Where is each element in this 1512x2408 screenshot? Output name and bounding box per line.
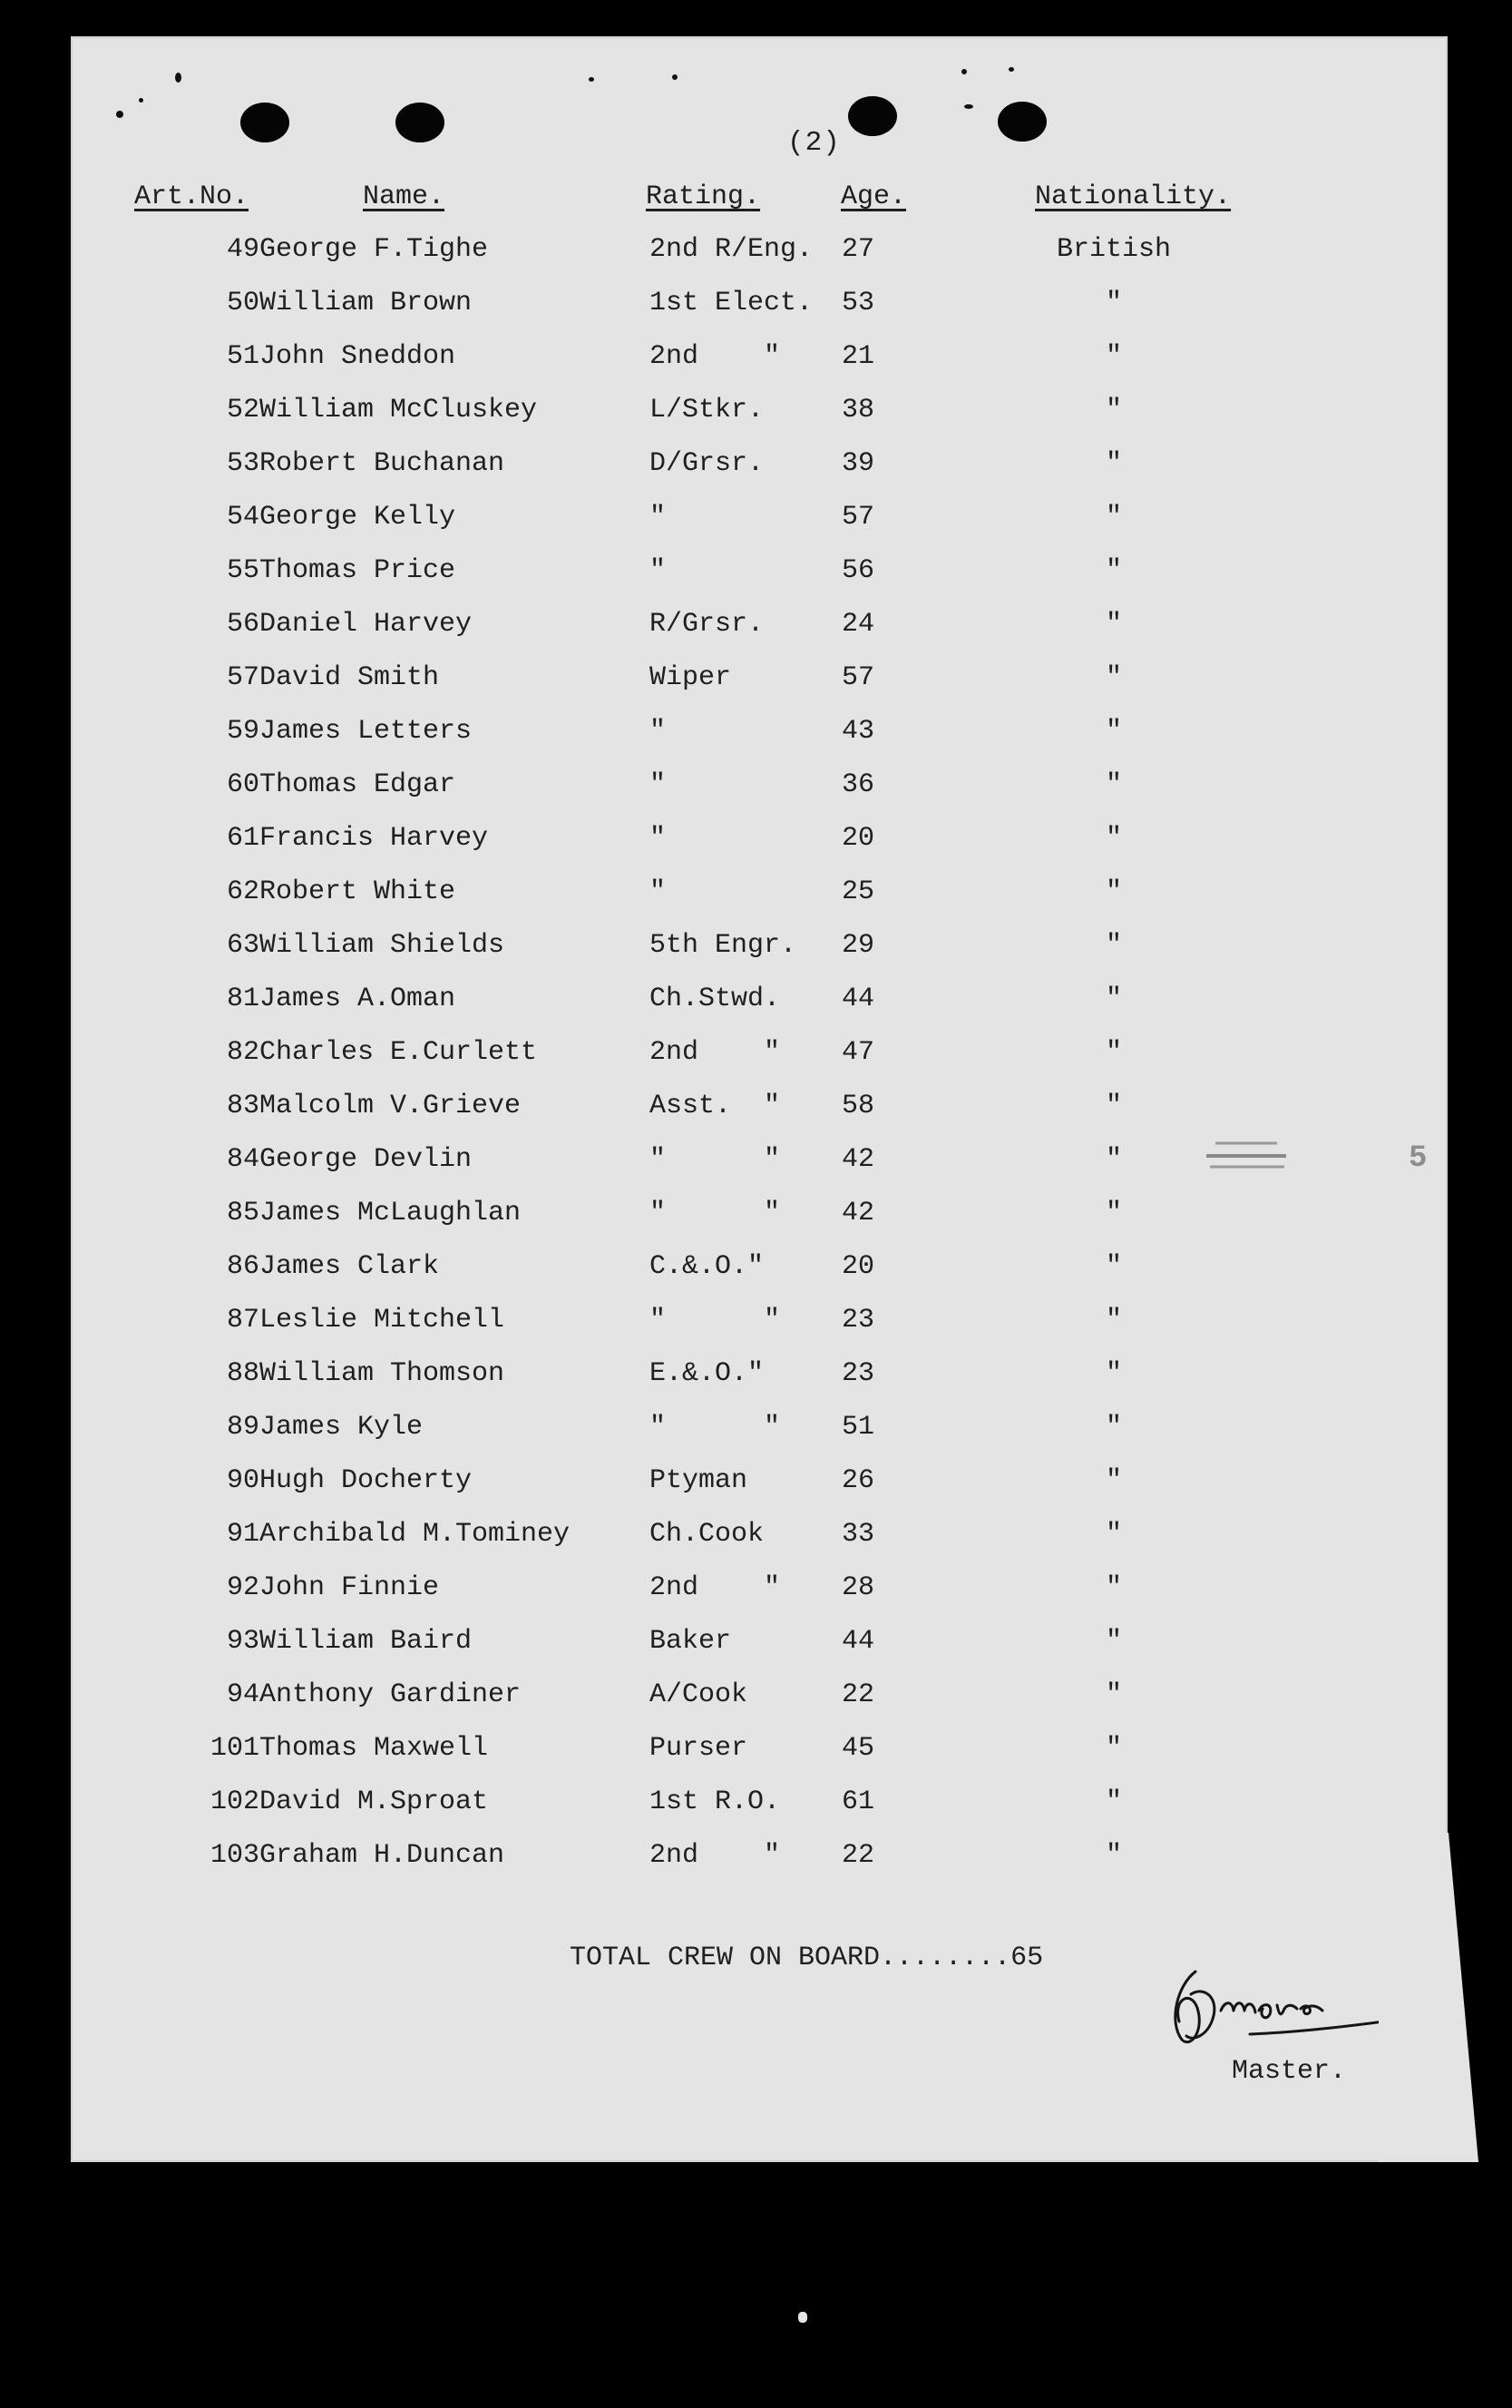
- art-number: 54: [226, 502, 259, 533]
- art-number: 89: [226, 1412, 259, 1443]
- crew-nationality: ": [1105, 448, 1122, 479]
- art-number: 60: [226, 769, 259, 800]
- crew-rating: A/Cook: [649, 1679, 748, 1710]
- crew-nationality: ": [1105, 716, 1122, 747]
- crew-age: 42: [842, 1144, 875, 1175]
- art-number: 56: [226, 609, 259, 640]
- crew-rating: " ": [649, 1412, 781, 1443]
- crew-nationality: ": [1105, 609, 1122, 640]
- art-number: 88: [226, 1358, 259, 1389]
- crew-age: 33: [842, 1519, 875, 1550]
- crew-age: 23: [842, 1305, 875, 1336]
- table-row: [71, 1622, 1448, 1676]
- table-row: [71, 980, 1448, 1033]
- crew-age: 28: [842, 1572, 875, 1603]
- crew-age: 21: [842, 341, 875, 372]
- crew-name: James Clark: [259, 1251, 440, 1282]
- crew-age: 36: [842, 769, 875, 800]
- crew-nationality: ": [1105, 1679, 1122, 1710]
- crew-nationality: ": [1105, 1786, 1122, 1817]
- table-row: [71, 659, 1448, 712]
- crew-rating: Ch.Cook: [649, 1519, 765, 1550]
- table-row: [71, 1676, 1448, 1729]
- crew-rating: " ": [649, 1198, 781, 1228]
- crew-name: Thomas Price: [259, 555, 456, 586]
- crew-age: 23: [842, 1358, 875, 1389]
- crew-age: 20: [842, 823, 875, 854]
- table-row: [71, 1462, 1448, 1515]
- art-number: 61: [226, 823, 259, 854]
- crew-age: 26: [842, 1465, 875, 1496]
- master-label: Master.: [1232, 2056, 1347, 2087]
- ink-speck: [116, 111, 123, 118]
- crew-name: John Sneddon: [259, 341, 456, 372]
- ink-speck: [964, 104, 973, 109]
- crew-nationality: ": [1105, 876, 1122, 907]
- crew-rating: ": [649, 769, 667, 800]
- crew-age: 57: [842, 662, 875, 693]
- art-number: 53: [226, 448, 259, 479]
- crew-age: 47: [842, 1037, 875, 1068]
- art-number: 91: [226, 1519, 259, 1550]
- crew-nationality: ": [1105, 1091, 1122, 1121]
- crew-age: 51: [842, 1412, 875, 1443]
- art-number: 82: [226, 1037, 259, 1068]
- crew-name: John Finnie: [259, 1572, 440, 1603]
- art-number: 83: [226, 1091, 259, 1121]
- table-row: [71, 1194, 1448, 1248]
- header-art-no: Art.No.: [134, 181, 249, 212]
- crew-rating: 2nd ": [649, 341, 781, 372]
- table-row: [71, 1301, 1448, 1355]
- ink-speck: [1009, 67, 1014, 72]
- header-rating: Rating.: [646, 181, 761, 212]
- crew-nationality: ": [1105, 1840, 1122, 1871]
- crew-name: Thomas Edgar: [259, 769, 456, 800]
- crew-age: 24: [842, 609, 875, 640]
- crew-name: Robert Buchanan: [259, 448, 505, 479]
- crew-name: David M.Sproat: [259, 1786, 489, 1817]
- crew-name: Charles E.Curlett: [259, 1037, 538, 1068]
- crew-nationality: ": [1105, 502, 1122, 533]
- crew-rating: Asst. ": [649, 1091, 781, 1121]
- total-crew-line: TOTAL CREW ON BOARD........65: [570, 1943, 1044, 1973]
- crew-rating: L/Stkr.: [649, 395, 765, 426]
- crew-name: William Baird: [259, 1626, 473, 1657]
- document-page: [71, 36, 1448, 2162]
- art-number: 52: [226, 395, 259, 426]
- punch-hole: [395, 103, 444, 142]
- crew-rating: Wiper: [649, 662, 732, 693]
- header-name: Name.: [363, 181, 445, 212]
- crew-name: James McLaughlan: [259, 1198, 522, 1228]
- art-number: 50: [226, 288, 259, 318]
- art-number: 90: [226, 1465, 259, 1496]
- crew-rating: ": [649, 876, 667, 907]
- art-number: 92: [226, 1572, 259, 1603]
- crew-rating: Purser: [649, 1733, 748, 1764]
- crew-age: 22: [842, 1679, 875, 1710]
- crew-nationality: ": [1105, 823, 1122, 854]
- art-number: 103: [210, 1840, 259, 1871]
- punch-hole: [240, 103, 289, 142]
- crew-name: Anthony Gardiner: [259, 1679, 522, 1710]
- crew-nationality: ": [1105, 930, 1122, 961]
- crew-nationality: British: [1056, 234, 1172, 265]
- crew-age: 44: [842, 984, 875, 1014]
- crew-nationality: ": [1105, 1305, 1122, 1336]
- crew-nationality: ": [1105, 1412, 1122, 1443]
- crew-nationality: ": [1105, 1037, 1122, 1068]
- crew-nationality: ": [1105, 984, 1122, 1014]
- crew-name: Daniel Harvey: [259, 609, 473, 640]
- crew-rating: ": [649, 823, 667, 854]
- crew-name: William Thomson: [259, 1358, 505, 1389]
- crew-age: 58: [842, 1091, 875, 1121]
- table-row: [71, 1355, 1448, 1408]
- table-row: [71, 605, 1448, 659]
- table-row: [71, 1729, 1448, 1783]
- crew-rating: " ": [649, 1144, 781, 1175]
- crew-name: David Smith: [259, 662, 440, 693]
- crew-nationality: ": [1105, 1626, 1122, 1657]
- crew-name: Francis Harvey: [259, 823, 489, 854]
- ink-speck: [589, 77, 594, 82]
- crew-list: [71, 230, 1448, 1890]
- crew-rating: R/Grsr.: [649, 609, 765, 640]
- crew-rating: Baker: [649, 1626, 732, 1657]
- crew-nationality: ": [1105, 1733, 1122, 1764]
- crew-age: 43: [842, 716, 875, 747]
- crew-age: 29: [842, 930, 875, 961]
- crew-age: 44: [842, 1626, 875, 1657]
- crew-nationality: ": [1105, 662, 1122, 693]
- table-row: [71, 1783, 1448, 1836]
- crew-nationality: ": [1105, 341, 1122, 372]
- crew-rating: ": [649, 716, 667, 747]
- crew-age: 39: [842, 448, 875, 479]
- crew-name: James A.Oman: [259, 984, 456, 1014]
- crew-name: George Kelly: [259, 502, 456, 533]
- punch-hole: [998, 102, 1047, 142]
- table-row: [71, 873, 1448, 926]
- crew-rating: Ptyman: [649, 1465, 748, 1496]
- table-row: [71, 1248, 1448, 1301]
- table-row: [71, 819, 1448, 873]
- art-number: 59: [226, 716, 259, 747]
- table-row: [71, 552, 1448, 605]
- ink-speck: [672, 74, 678, 80]
- crew-name: Robert White: [259, 876, 456, 907]
- table-row: [71, 1836, 1448, 1890]
- crew-age: 42: [842, 1198, 875, 1228]
- table-row: [71, 1408, 1448, 1462]
- crew-age: 20: [842, 1251, 875, 1282]
- crew-rating: E.&.O.": [649, 1358, 765, 1389]
- ink-speck: [139, 98, 143, 103]
- crew-name: Hugh Docherty: [259, 1465, 473, 1496]
- art-number: 62: [226, 876, 259, 907]
- table-row: [71, 1569, 1448, 1622]
- crew-rating: 2nd R/Eng.: [649, 234, 814, 265]
- punch-hole: [848, 96, 897, 136]
- table-header: [71, 181, 1448, 225]
- scan-speck: [798, 2312, 807, 2323]
- art-number: 86: [226, 1251, 259, 1282]
- crew-rating: ": [649, 502, 667, 533]
- crew-rating: " ": [649, 1305, 781, 1336]
- crew-age: 61: [842, 1786, 875, 1817]
- crew-nationality: ": [1105, 555, 1122, 586]
- crew-name: Leslie Mitchell: [259, 1305, 505, 1336]
- art-number: 93: [226, 1626, 259, 1657]
- table-row: [71, 926, 1448, 980]
- art-number: 84: [226, 1144, 259, 1175]
- crew-rating: 2nd ": [649, 1037, 781, 1068]
- table-row: [71, 230, 1448, 284]
- crew-name: James Kyle: [259, 1412, 424, 1443]
- crew-nationality: ": [1105, 1251, 1122, 1282]
- table-row: [71, 712, 1448, 766]
- crew-nationality: ": [1105, 1519, 1122, 1550]
- art-number: 102: [210, 1786, 259, 1817]
- crew-rating: 1st Elect.: [649, 288, 814, 318]
- table-row: [71, 391, 1448, 445]
- crew-rating: 5th Engr.: [649, 930, 797, 961]
- crew-rating: 2nd ": [649, 1840, 781, 1871]
- table-row: [71, 284, 1448, 338]
- crew-rating: Ch.Stwd.: [649, 984, 781, 1014]
- art-number: 94: [226, 1679, 259, 1710]
- crew-age: 27: [842, 234, 875, 265]
- art-number: 85: [226, 1198, 259, 1228]
- crew-nationality: ": [1105, 1465, 1122, 1496]
- art-number: 101: [210, 1733, 259, 1764]
- crew-nationality: ": [1105, 288, 1122, 318]
- margin-mark: 5: [1409, 1141, 1428, 1176]
- crew-name: William Shields: [259, 930, 505, 961]
- table-row: [71, 338, 1448, 391]
- crew-age: 53: [842, 288, 875, 318]
- crew-name: William Brown: [259, 288, 473, 318]
- crew-rating: C.&.O.": [649, 1251, 765, 1282]
- crew-rating: D/Grsr.: [649, 448, 765, 479]
- crew-nationality: ": [1105, 1198, 1122, 1228]
- table-row: [71, 445, 1448, 498]
- crew-name: Malcolm V.Grieve: [259, 1091, 522, 1121]
- page-corner: [1379, 1833, 1478, 2162]
- crew-nationality: ": [1105, 1572, 1122, 1603]
- art-number: 49: [226, 234, 259, 265]
- table-row: [71, 1515, 1448, 1569]
- crew-age: 57: [842, 502, 875, 533]
- table-row: [71, 766, 1448, 819]
- crew-rating: ": [649, 555, 667, 586]
- crew-age: 45: [842, 1733, 875, 1764]
- page-number: (2): [787, 127, 841, 159]
- table-row: [71, 498, 1448, 552]
- crew-name: Thomas Maxwell: [259, 1733, 489, 1764]
- art-number: 87: [226, 1305, 259, 1336]
- crew-name: Graham H.Duncan: [259, 1840, 505, 1871]
- crew-age: 38: [842, 395, 875, 426]
- crew-nationality: ": [1105, 1144, 1122, 1175]
- crew-rating: 1st R.O.: [649, 1786, 781, 1817]
- crew-name: George Devlin: [259, 1144, 473, 1175]
- header-age: Age.: [841, 181, 907, 212]
- margin-scribble: [1205, 1136, 1322, 1172]
- header-nationality: Nationality.: [1035, 181, 1232, 212]
- crew-name: William McCluskey: [259, 395, 538, 426]
- art-number: 57: [226, 662, 259, 693]
- crew-name: George F.Tighe: [259, 234, 489, 265]
- crew-age: 22: [842, 1840, 875, 1871]
- table-row: [71, 1033, 1448, 1087]
- art-number: 81: [226, 984, 259, 1014]
- crew-nationality: ": [1105, 1358, 1122, 1389]
- crew-name: James Letters: [259, 716, 473, 747]
- art-number: 63: [226, 930, 259, 961]
- art-number: 55: [226, 555, 259, 586]
- art-number: 51: [226, 341, 259, 372]
- crew-rating: 2nd ": [649, 1572, 781, 1603]
- crew-age: 25: [842, 876, 875, 907]
- table-row: [71, 1087, 1448, 1140]
- crew-nationality: ": [1105, 395, 1122, 426]
- crew-nationality: ": [1105, 769, 1122, 800]
- ink-speck: [961, 69, 967, 74]
- crew-age: 56: [842, 555, 875, 586]
- ink-speck: [175, 73, 181, 83]
- crew-name: Archibald M.Tominey: [259, 1519, 571, 1550]
